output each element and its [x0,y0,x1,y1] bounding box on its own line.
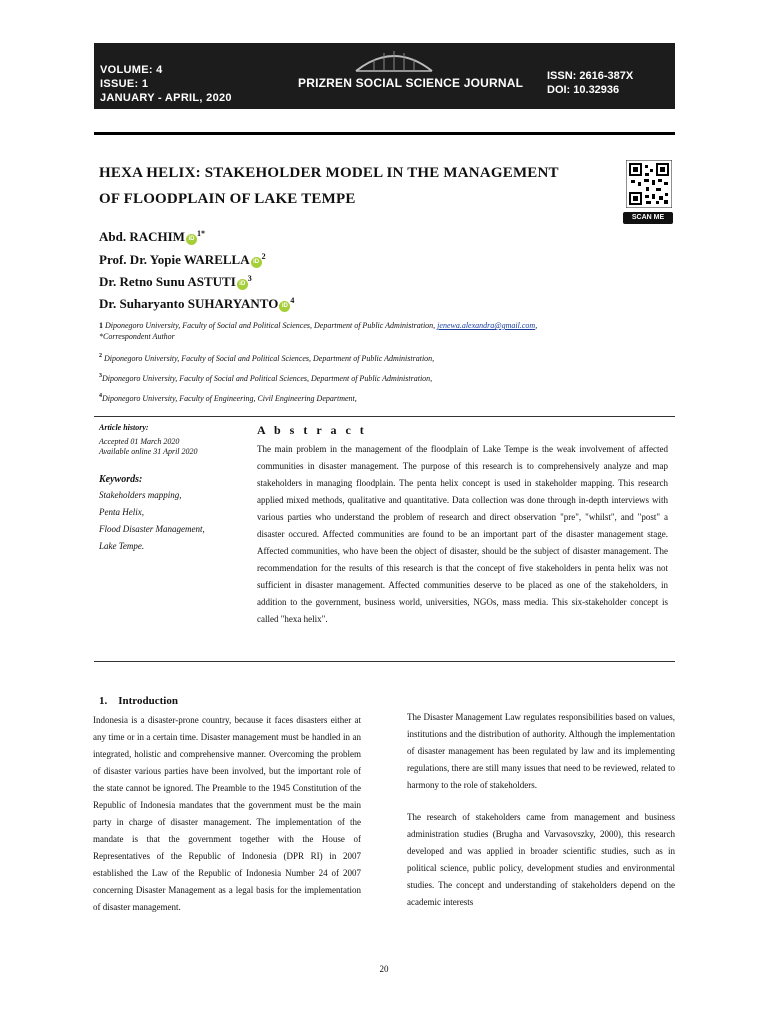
keyword-item: Stakeholders mapping, [99,490,182,500]
scan-me-label: SCAN ME [623,212,673,224]
title-line-2: OF FLOODPLAIN OF LAKE TEMPE [99,191,356,207]
accepted-date: Accepted 01 March 2020 [99,437,180,446]
affiliation-1: 1 Diponegoro University, Faculty of Social and Political Sciences, Department of Public Administration, jenewa.alexandra@gmail.com, *Correspondent Author [99,321,538,341]
doi: DOI: 10.32936 [547,84,620,96]
keywords-list [99,487,205,555]
author-mark: 1* [196,229,205,238]
page-number: 20 [379,964,389,974]
orcid-icon[interactable]: iD [237,279,248,290]
author-mark: 2 [261,252,266,261]
author-name: Dr. Retno Sunu ASTUTI [99,274,236,289]
journal-banner [94,43,675,109]
affiliation-3: $^3$Diponegoro University, Faculty of Social and Political Sciences, Department of Public Administration, [99,373,433,383]
orcid-icon[interactable]: iD [186,234,197,245]
author-4 [99,296,294,312]
author-name: Abd. RACHIM [99,229,185,244]
keyword-item: Penta Helix, [99,507,144,517]
issue: ISSUE: 1 [100,78,149,90]
right-column [407,709,675,911]
keyword-item: Flood Disaster Management, [99,524,205,534]
volume-info [100,63,232,105]
orcid-icon[interactable]: iD [251,257,262,268]
paragraph: The Disaster Management Law regulates responsibilities based on values, institutions and the distribution of authority. Although the implementation of disaster management has been regulated by law and its implementing regulations, there are still many issues that need to be reviewed, related to harmony to the role of stakeholders. [407,712,675,790]
section-rule-bottom [94,661,675,662]
section-rule-top [94,416,675,417]
author-name: Dr. Suharyanto SUHARYANTO [99,296,279,311]
correspondent-note: *Correspondent Author [99,332,175,341]
article-history-label: Article history: [99,423,149,432]
volume: VOLUME: 4 [100,64,163,76]
keyword-item: Lake Tempe. [99,541,145,551]
qr-code-icon[interactable] [626,160,672,208]
author-1 [99,229,205,245]
author-name: Prof. Dr. Yopie WARELLA [99,252,250,267]
journal-ids [547,69,633,97]
paragraph: Indonesia is a disaster-prone country, because it faces disasters either at any time or in a certain time. Disaster management must be handled in an integrated, holistic and comprehensive manner. Overcoming the problem of disaster various parties have been involved, but the important role of the state cannot be ignored. The Preamble to the 1945 Constitution of the Republic of Indonesia mandates that the government must be the main party in charge of disaster management. The implementation of the mandate is that the government together with the House of Representatives of the Republic of Indonesia (DPR RI) in 2007 established the Law of the Republic of Indonesia Number 24 of 2007 concerning Disaster Management as a legal basis for the implementation of disaster management. [93,715,361,912]
keywords-label: Keywords: [99,474,143,485]
author-3 [99,274,252,290]
issn: ISSN: 2616-387X [547,70,634,82]
author-2 [99,252,266,268]
section-heading-introduction: 1. Introduction [99,695,178,707]
left-column [93,712,361,916]
author-mark: 4 [290,296,295,305]
abstract-text: The main problem in the management of the floodplain of Lake Tempe is the weak involvement of affected communities in disaster management. The purpose of this research is to comprehensively analyze and map stakeholders in managing floodplain. The penta helix concept is used in stakeholder mapping. This research applied mixed methods, qualitative and quantitative. Data collection was done through in-depth interviews with various parties who understand the problem of research and direct observation "pre", "whilst", and "post" a disaster occured. Affected communities are found to be an important part of the disaster management stage. Affected communities, who have been the object of disaster, should be the subject of disaster management. The recommendation for the results of this research is that the concept of five stakeholders in penta helix was not sufficient in disaster management. Affected communities deserve to be placed as one of the stakeholders, in addition to the government, business world, universities, NGOs, mass media. This six-stakeholder concept is called "hexa helix". [257,444,668,624]
journal-name: PRIZREN SOCIAL SCIENCE JOURNAL [298,76,524,90]
orcid-icon[interactable]: iD [279,301,290,312]
affiliation-2: $^2$ Diponegoro University, Faculty of Social and Political Sciences, Department of Public Administration, [99,353,435,363]
author-email-link[interactable]: jenewa.alexandra@gmail.com [437,321,536,330]
period: JANUARY - APRIL, 2020 [100,92,232,104]
paragraph: The research of stakeholders came from management and business administration studies (Brugha and Varvasovszky, 2000), this research developed and was applied in broader scientific studies, such as in political science, public policy, development studies and environmental studies. The concept and understanding of stakeholders depend on the academic interests [407,812,675,907]
online-date: Available online 31 April 2020 [99,447,198,456]
article-history [99,437,198,457]
affiliation-4: $^4$Diponegoro University, Faculty of Engineering, Civil Engineering Department, [99,393,357,403]
header-rule [94,132,675,135]
paper-title [99,160,609,212]
author-mark: 3 [247,274,252,283]
abstract-heading: A b s t r a c t [257,423,367,437]
title-line-1: HEXA HELIX: STAKEHOLDER MODEL IN THE MANAGEMENT [99,165,559,181]
bridge-logo-icon [354,47,434,73]
